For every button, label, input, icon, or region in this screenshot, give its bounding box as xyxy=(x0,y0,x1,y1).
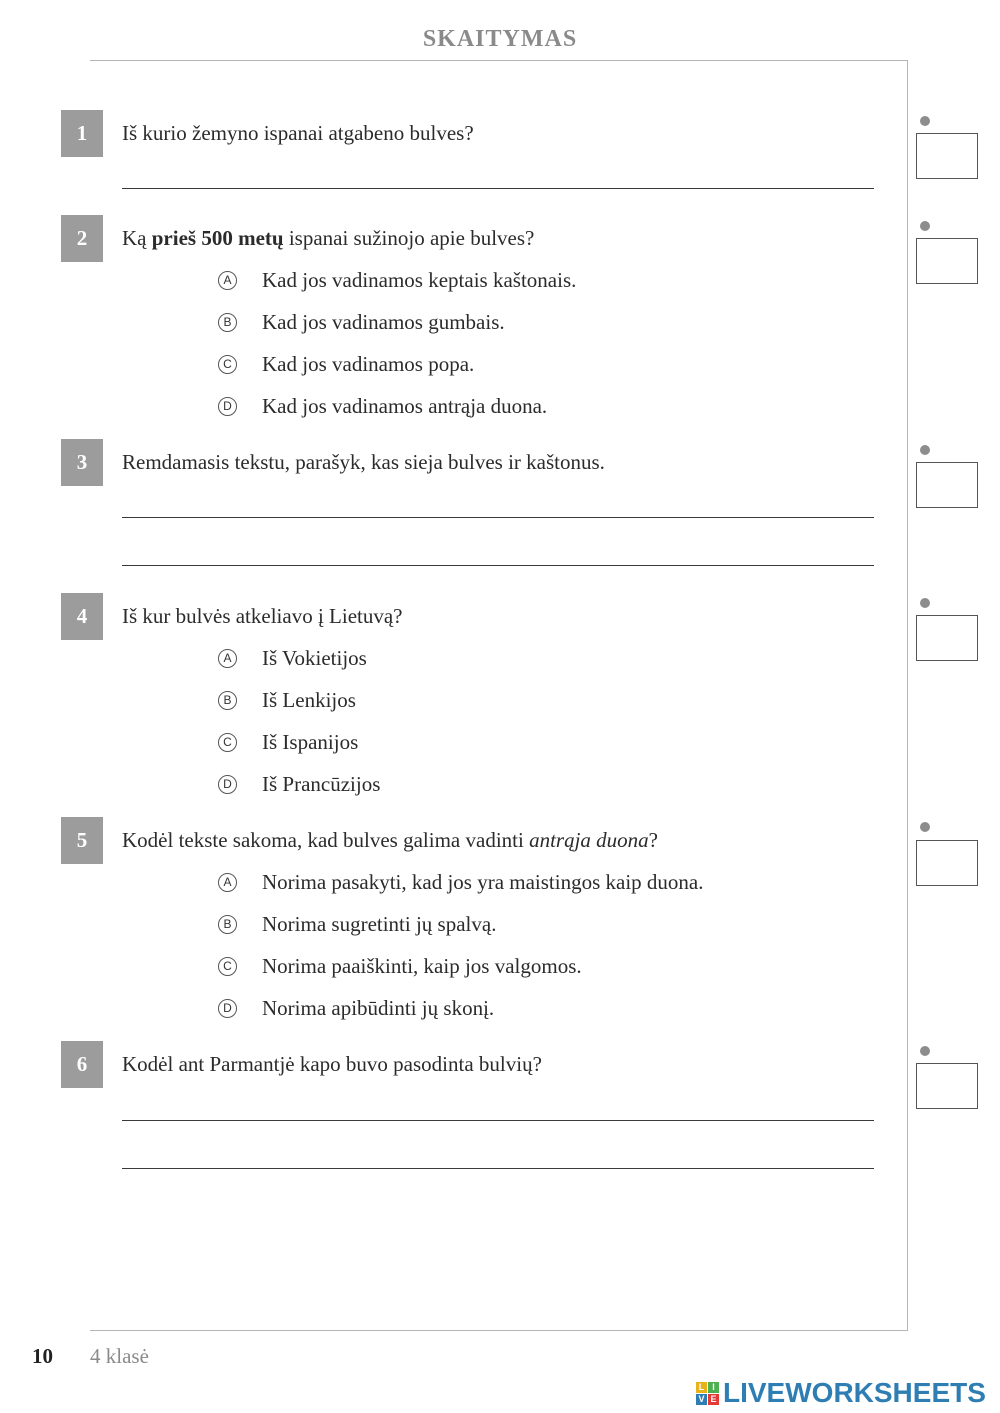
option-text: Norima paaiškinti, kaip jos valgomos. xyxy=(262,954,582,978)
option-text: Iš Prancūzijos xyxy=(262,772,381,796)
question-number-4: 4 xyxy=(61,593,103,640)
frame-top-border xyxy=(90,60,908,61)
grade-label: 4 klasė xyxy=(90,1344,149,1368)
question-text-5: Kodėl tekste sakoma, kad bulves galima vadinti antrąja duona? xyxy=(122,828,658,852)
option-text: Iš Vokietijos xyxy=(262,646,367,670)
option-text: Norima sugretinti jų spalvą. xyxy=(262,912,497,936)
question-number-1: 1 xyxy=(61,110,103,157)
option-text: Norima apibūdinti jų skonį. xyxy=(262,996,495,1020)
answer-line-3b[interactable] xyxy=(122,565,874,566)
option-letter-circle[interactable]: B xyxy=(218,313,237,332)
answer-line-6a[interactable] xyxy=(122,1120,874,1121)
option-letter-circle[interactable]: B xyxy=(218,691,237,710)
option-5d[interactable] xyxy=(218,994,495,1022)
frame-bottom-border xyxy=(90,1330,908,1331)
option-5b[interactable] xyxy=(218,910,497,938)
liveworksheets-brand xyxy=(696,1377,986,1409)
question-text-1: Iš kurio žemyno ispanai atgabeno bulves? xyxy=(122,121,474,145)
liveworksheets-logo-icon xyxy=(696,1382,719,1405)
score-box-5[interactable] xyxy=(916,840,978,886)
score-box-1[interactable] xyxy=(916,133,978,179)
option-5c[interactable] xyxy=(218,952,582,980)
answer-line-1[interactable] xyxy=(122,188,874,189)
option-4b[interactable] xyxy=(218,686,356,714)
option-text: Iš Ispanijos xyxy=(262,730,359,754)
page-header: SKAITYMAS xyxy=(422,26,578,52)
option-5a[interactable] xyxy=(218,868,704,896)
score-box-2[interactable] xyxy=(916,238,978,284)
question-text-2: Ką prieš 500 metų ispanai sužinojo apie bulves? xyxy=(122,226,535,250)
page-number: 10 xyxy=(32,1344,53,1368)
option-text: Kad jos vadinamos antrąja duona. xyxy=(262,394,548,418)
score-dot-4 xyxy=(920,598,930,608)
question-number-2: 2 xyxy=(61,215,103,262)
score-box-6[interactable] xyxy=(916,1063,978,1109)
question-text-3: Remdamasis tekstu, parašyk, kas sieja bulves ir kaštonus. xyxy=(122,450,605,474)
question-number-3: 3 xyxy=(61,439,103,486)
option-text: Norima pasakyti, kad jos yra maistingos kaip duona. xyxy=(262,870,704,894)
logo-letter-l: L xyxy=(696,1382,707,1393)
option-letter-circle[interactable]: C xyxy=(218,733,237,752)
option-text: Kad jos vadinamos popa. xyxy=(262,352,475,376)
option-letter-circle[interactable]: B xyxy=(218,915,237,934)
logo-letter-v: V xyxy=(696,1394,707,1405)
option-4a[interactable] xyxy=(218,644,367,672)
score-dot-2 xyxy=(920,221,930,231)
frame-right-border xyxy=(907,60,908,1331)
option-2b[interactable] xyxy=(218,308,505,336)
option-letter-circle[interactable]: D xyxy=(218,999,237,1018)
option-text: Iš Lenkijos xyxy=(262,688,356,712)
score-dot-5 xyxy=(920,822,930,832)
question-number-6: 6 xyxy=(61,1041,103,1088)
liveworksheets-name: LIVEWORKSHEETS xyxy=(723,1377,986,1408)
logo-letter-i: I xyxy=(708,1382,719,1393)
option-letter-circle[interactable]: D xyxy=(218,775,237,794)
score-box-3[interactable] xyxy=(916,462,978,508)
option-text: Kad jos vadinamos keptais kaštonais. xyxy=(262,268,577,292)
option-text: Kad jos vadinamos gumbais. xyxy=(262,310,505,334)
question-2-emphasis: prieš 500 metų xyxy=(151,226,284,250)
question-number-5: 5 xyxy=(61,817,103,864)
option-2d[interactable] xyxy=(218,392,548,420)
option-letter-circle[interactable]: A xyxy=(218,873,237,892)
score-dot-3 xyxy=(920,445,930,455)
score-dot-6 xyxy=(920,1046,930,1056)
score-dot-1 xyxy=(920,116,930,126)
option-letter-circle[interactable]: D xyxy=(218,397,237,416)
option-4d[interactable] xyxy=(218,770,381,798)
option-4c[interactable] xyxy=(218,728,359,756)
option-letter-circle[interactable]: C xyxy=(218,957,237,976)
option-letter-circle[interactable]: A xyxy=(218,271,237,290)
question-text-6: Kodėl ant Parmantjė kapo buvo pasodinta bulvių? xyxy=(122,1052,542,1076)
option-letter-circle[interactable]: C xyxy=(218,355,237,374)
option-letter-circle[interactable]: A xyxy=(218,649,237,668)
question-5-emphasis: antrąja duona xyxy=(529,828,649,852)
answer-line-6b[interactable] xyxy=(122,1168,874,1169)
logo-letter-e: E xyxy=(708,1394,719,1405)
answer-line-3a[interactable] xyxy=(122,517,874,518)
question-text-4: Iš kur bulvės atkeliavo į Lietuvą? xyxy=(122,604,403,628)
option-2a[interactable] xyxy=(218,266,577,294)
option-2c[interactable] xyxy=(218,350,475,378)
score-box-4[interactable] xyxy=(916,615,978,661)
